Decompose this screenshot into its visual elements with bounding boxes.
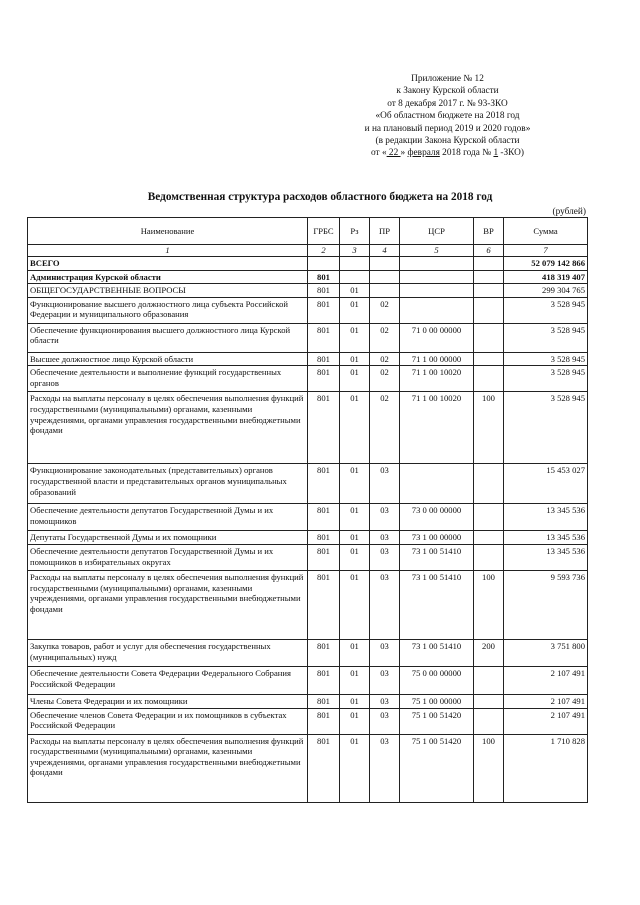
cell-rz — [340, 257, 370, 271]
expenditure-table — [27, 217, 588, 803]
table-row — [28, 734, 588, 802]
cell-name: ОБЩЕГОСУДАРСТВЕННЫЕ ВОПРОСЫ — [28, 284, 308, 298]
cell-vr — [474, 284, 504, 298]
column-number-row — [28, 245, 588, 257]
cell-name: Администрация Курской области — [28, 270, 308, 284]
cell-grbs: 801 — [308, 352, 340, 366]
cell-name: Обеспечение деятельности и выполнение функций государственных органов — [28, 366, 308, 392]
cell-rz: 01 — [340, 504, 370, 531]
cell-csr: 75 1 00 51420 — [400, 708, 474, 734]
table-row — [28, 570, 588, 639]
cell-pr: 03 — [370, 464, 400, 504]
cell-csr: 73 1 00 51410 — [400, 570, 474, 639]
cell-sum: 13 345 536 — [504, 531, 588, 545]
cell-sum: 52 079 142 866 — [504, 257, 588, 271]
cell-csr: 73 0 00 00000 — [400, 504, 474, 531]
cell-pr: 02 — [370, 392, 400, 464]
cell-sum: 3 751 800 — [504, 639, 588, 666]
cell-pr: 02 — [370, 366, 400, 392]
cell-sum: 299 304 765 — [504, 284, 588, 298]
cell-pr: 03 — [370, 570, 400, 639]
appendix-date-month: февраля — [407, 148, 440, 159]
cell-vr — [474, 504, 504, 531]
header-pr: ПР — [370, 218, 400, 245]
cell-rz: 01 — [340, 464, 370, 504]
cell-grbs — [308, 257, 340, 271]
cell-grbs: 801 — [308, 323, 340, 352]
cell-vr — [474, 531, 504, 545]
cell-csr — [400, 284, 474, 298]
cell-grbs: 801 — [308, 639, 340, 666]
header-sum: Сумма — [504, 218, 588, 245]
appendix-date-prefix: от « — [371, 148, 387, 159]
appendix-block — [330, 73, 565, 160]
cell-vr — [474, 352, 504, 366]
cell-grbs: 801 — [308, 392, 340, 464]
cell-grbs: 801 — [308, 666, 340, 694]
header-name: Наименование — [28, 218, 308, 245]
appendix-date-day: 22 — [386, 148, 401, 159]
cell-sum: 9 593 736 — [504, 570, 588, 639]
cell-vr — [474, 666, 504, 694]
header-grbs: ГРБС — [308, 218, 340, 245]
cell-sum: 15 453 027 — [504, 464, 588, 504]
cell-grbs: 801 — [308, 297, 340, 323]
cell-rz: 01 — [340, 392, 370, 464]
cell-pr: 03 — [370, 639, 400, 666]
appendix-law-number: 1 — [493, 148, 499, 159]
cell-sum: 3 528 945 — [504, 323, 588, 352]
cell-grbs: 801 — [308, 570, 340, 639]
cell-pr — [370, 270, 400, 284]
cell-sum: 2 107 491 — [504, 694, 588, 708]
cell-csr: 75 0 00 00000 — [400, 666, 474, 694]
header-rz: Рз — [340, 218, 370, 245]
cell-grbs: 801 — [308, 734, 340, 802]
appendix-date-year: 2018 года № — [439, 148, 494, 159]
cell-vr — [474, 464, 504, 504]
cell-rz: 01 — [340, 694, 370, 708]
cell-grbs: 801 — [308, 504, 340, 531]
appendix-line: «Об областном бюджете на 2018 год — [375, 111, 520, 122]
cell-grbs: 801 — [308, 464, 340, 504]
cell-name: Расходы на выплаты персоналу в целях обеспечения выполнения функций государственными (муниципальными) органами, казенными учреждениями, органами управления государственными внебюджетными фондами — [28, 570, 308, 639]
cell-rz: 01 — [340, 544, 370, 570]
cell-vr — [474, 708, 504, 734]
cell-name: ВСЕГО — [28, 257, 308, 271]
table-row — [28, 708, 588, 734]
cell-grbs: 801 — [308, 708, 340, 734]
cell-vr — [474, 323, 504, 352]
cell-name: Обеспечение деятельности депутатов Государственной Думы и их помощников — [28, 504, 308, 531]
cell-grbs: 801 — [308, 694, 340, 708]
cell-rz: 01 — [340, 531, 370, 545]
appendix-line: к Закону Курской области — [396, 86, 499, 97]
column-number: 1 — [28, 245, 308, 257]
cell-pr — [370, 284, 400, 298]
cell-sum: 13 345 536 — [504, 544, 588, 570]
cell-grbs: 801 — [308, 366, 340, 392]
table-row — [28, 366, 588, 392]
table-row — [28, 544, 588, 570]
cell-csr — [400, 270, 474, 284]
cell-name: Обеспечение членов Совета Федерации и их помощников в субъектах Российской Федерации — [28, 708, 308, 734]
column-number: 3 — [340, 245, 370, 257]
cell-csr: 71 1 00 10020 — [400, 366, 474, 392]
table-row — [28, 694, 588, 708]
cell-vr: 200 — [474, 639, 504, 666]
table-row — [28, 392, 588, 464]
cell-name: Функционирование законодательных (представительных) органов государственной власти и представительных органов муниципальных образований — [28, 464, 308, 504]
cell-vr — [474, 297, 504, 323]
appendix-line: и на плановый период 2019 и 2020 годов» — [364, 123, 531, 134]
table-row-total — [28, 257, 588, 271]
cell-sum: 13 345 536 — [504, 504, 588, 531]
cell-sum: 1 710 828 — [504, 734, 588, 802]
cell-rz — [340, 270, 370, 284]
cell-pr: 03 — [370, 504, 400, 531]
cell-csr: 71 1 00 00000 — [400, 352, 474, 366]
table-row — [28, 464, 588, 504]
table-row — [28, 639, 588, 666]
table-row — [28, 531, 588, 545]
header-csr: ЦСР — [400, 218, 474, 245]
table-row — [28, 323, 588, 352]
table-row — [28, 666, 588, 694]
appendix-line: (в редакции Закона Курской области — [375, 136, 520, 147]
cell-csr: 73 1 00 51410 — [400, 544, 474, 570]
cell-grbs: 801 — [308, 531, 340, 545]
cell-sum: 2 107 491 — [504, 708, 588, 734]
cell-csr: 75 1 00 51420 — [400, 734, 474, 802]
table-row — [28, 352, 588, 366]
cell-grbs: 801 — [308, 270, 340, 284]
cell-rz: 01 — [340, 366, 370, 392]
cell-vr: 100 — [474, 570, 504, 639]
cell-csr: 73 1 00 00000 — [400, 531, 474, 545]
cell-pr: 03 — [370, 734, 400, 802]
cell-sum: 3 528 945 — [504, 366, 588, 392]
column-number: 7 — [504, 245, 588, 257]
cell-sum: 3 528 945 — [504, 297, 588, 323]
cell-csr — [400, 257, 474, 271]
cell-vr — [474, 694, 504, 708]
cell-rz: 01 — [340, 734, 370, 802]
cell-name: Обеспечение деятельности депутатов Государственной Думы и их помощников в избирательных округах — [28, 544, 308, 570]
cell-grbs: 801 — [308, 284, 340, 298]
cell-sum: 418 319 407 — [504, 270, 588, 284]
table-header-row — [28, 218, 588, 245]
cell-name: Закупка товаров, работ и услуг для обеспечения государственных (муниципальных) нужд — [28, 639, 308, 666]
cell-vr: 100 — [474, 734, 504, 802]
header-vr: ВР — [474, 218, 504, 245]
cell-rz: 01 — [340, 284, 370, 298]
cell-rz: 01 — [340, 570, 370, 639]
cell-name: Функционирование высшего должностного лица субъекта Российской Федерации и муниципального образования — [28, 297, 308, 323]
cell-name: Депутаты Государственной Думы и их помощники — [28, 531, 308, 545]
cell-name: Члены Совета Федерации и их помощники — [28, 694, 308, 708]
cell-name: Высшее должностное лицо Курской области — [28, 352, 308, 366]
cell-csr: 71 0 00 00000 — [400, 323, 474, 352]
table-row — [28, 284, 588, 298]
cell-csr: 71 1 00 10020 — [400, 392, 474, 464]
cell-name: Расходы на выплаты персоналу в целях обеспечения выполнения функций государственными (муниципальными) органами, казенными учреждениями, органами управления государственными внебюджетными фондами — [28, 734, 308, 802]
cell-sum: 3 528 945 — [504, 392, 588, 464]
cell-rz: 01 — [340, 708, 370, 734]
column-number: 5 — [400, 245, 474, 257]
cell-vr — [474, 270, 504, 284]
cell-pr: 02 — [370, 352, 400, 366]
cell-vr — [474, 257, 504, 271]
cell-grbs: 801 — [308, 544, 340, 570]
cell-csr — [400, 464, 474, 504]
column-number: 6 — [474, 245, 504, 257]
appendix-line: от 8 декабря 2017 г. № 93-ЗКО — [387, 98, 508, 109]
cell-pr: 03 — [370, 531, 400, 545]
cell-rz: 01 — [340, 297, 370, 323]
cell-vr — [474, 544, 504, 570]
cell-name: Обеспечение функционирования высшего должностного лица Курской области — [28, 323, 308, 352]
cell-pr: 02 — [370, 323, 400, 352]
cell-rz: 01 — [340, 323, 370, 352]
cell-name: Расходы на выплаты персоналу в целях обеспечения выполнения функций государственными (муниципальными) органами, казенными учреждениями, органами управления государственными внебюджетными фондами — [28, 392, 308, 464]
cell-pr: 03 — [370, 694, 400, 708]
cell-vr: 100 — [474, 392, 504, 464]
cell-pr: 03 — [370, 544, 400, 570]
cell-csr: 73 1 00 51410 — [400, 639, 474, 666]
appendix-date-line — [330, 147, 565, 159]
cell-pr — [370, 257, 400, 271]
cell-vr — [474, 366, 504, 392]
cell-pr: 02 — [370, 297, 400, 323]
cell-csr: 75 1 00 00000 — [400, 694, 474, 708]
document-title: Ведомственная структура расходов областного бюджета на 2018 год — [147, 191, 493, 203]
appendix-date-mid: » — [400, 148, 408, 159]
column-number: 4 — [370, 245, 400, 257]
appendix-date-suffix: -ЗКО) — [498, 148, 524, 159]
table-row — [28, 504, 588, 531]
cell-name: Обеспечение деятельности Совета Федерации Федерального Собрания Российской Федерации — [28, 666, 308, 694]
cell-rz: 01 — [340, 352, 370, 366]
cell-sum: 2 107 491 — [504, 666, 588, 694]
cell-rz: 01 — [340, 666, 370, 694]
cell-pr: 03 — [370, 708, 400, 734]
cell-pr: 03 — [370, 666, 400, 694]
units-label: (рублей) — [552, 207, 586, 217]
cell-rz: 01 — [340, 639, 370, 666]
cell-sum: 3 528 945 — [504, 352, 588, 366]
table-row — [28, 270, 588, 284]
table-row — [28, 297, 588, 323]
column-number: 2 — [308, 245, 340, 257]
cell-csr — [400, 297, 474, 323]
appendix-line: Приложение № 12 — [411, 74, 484, 84]
